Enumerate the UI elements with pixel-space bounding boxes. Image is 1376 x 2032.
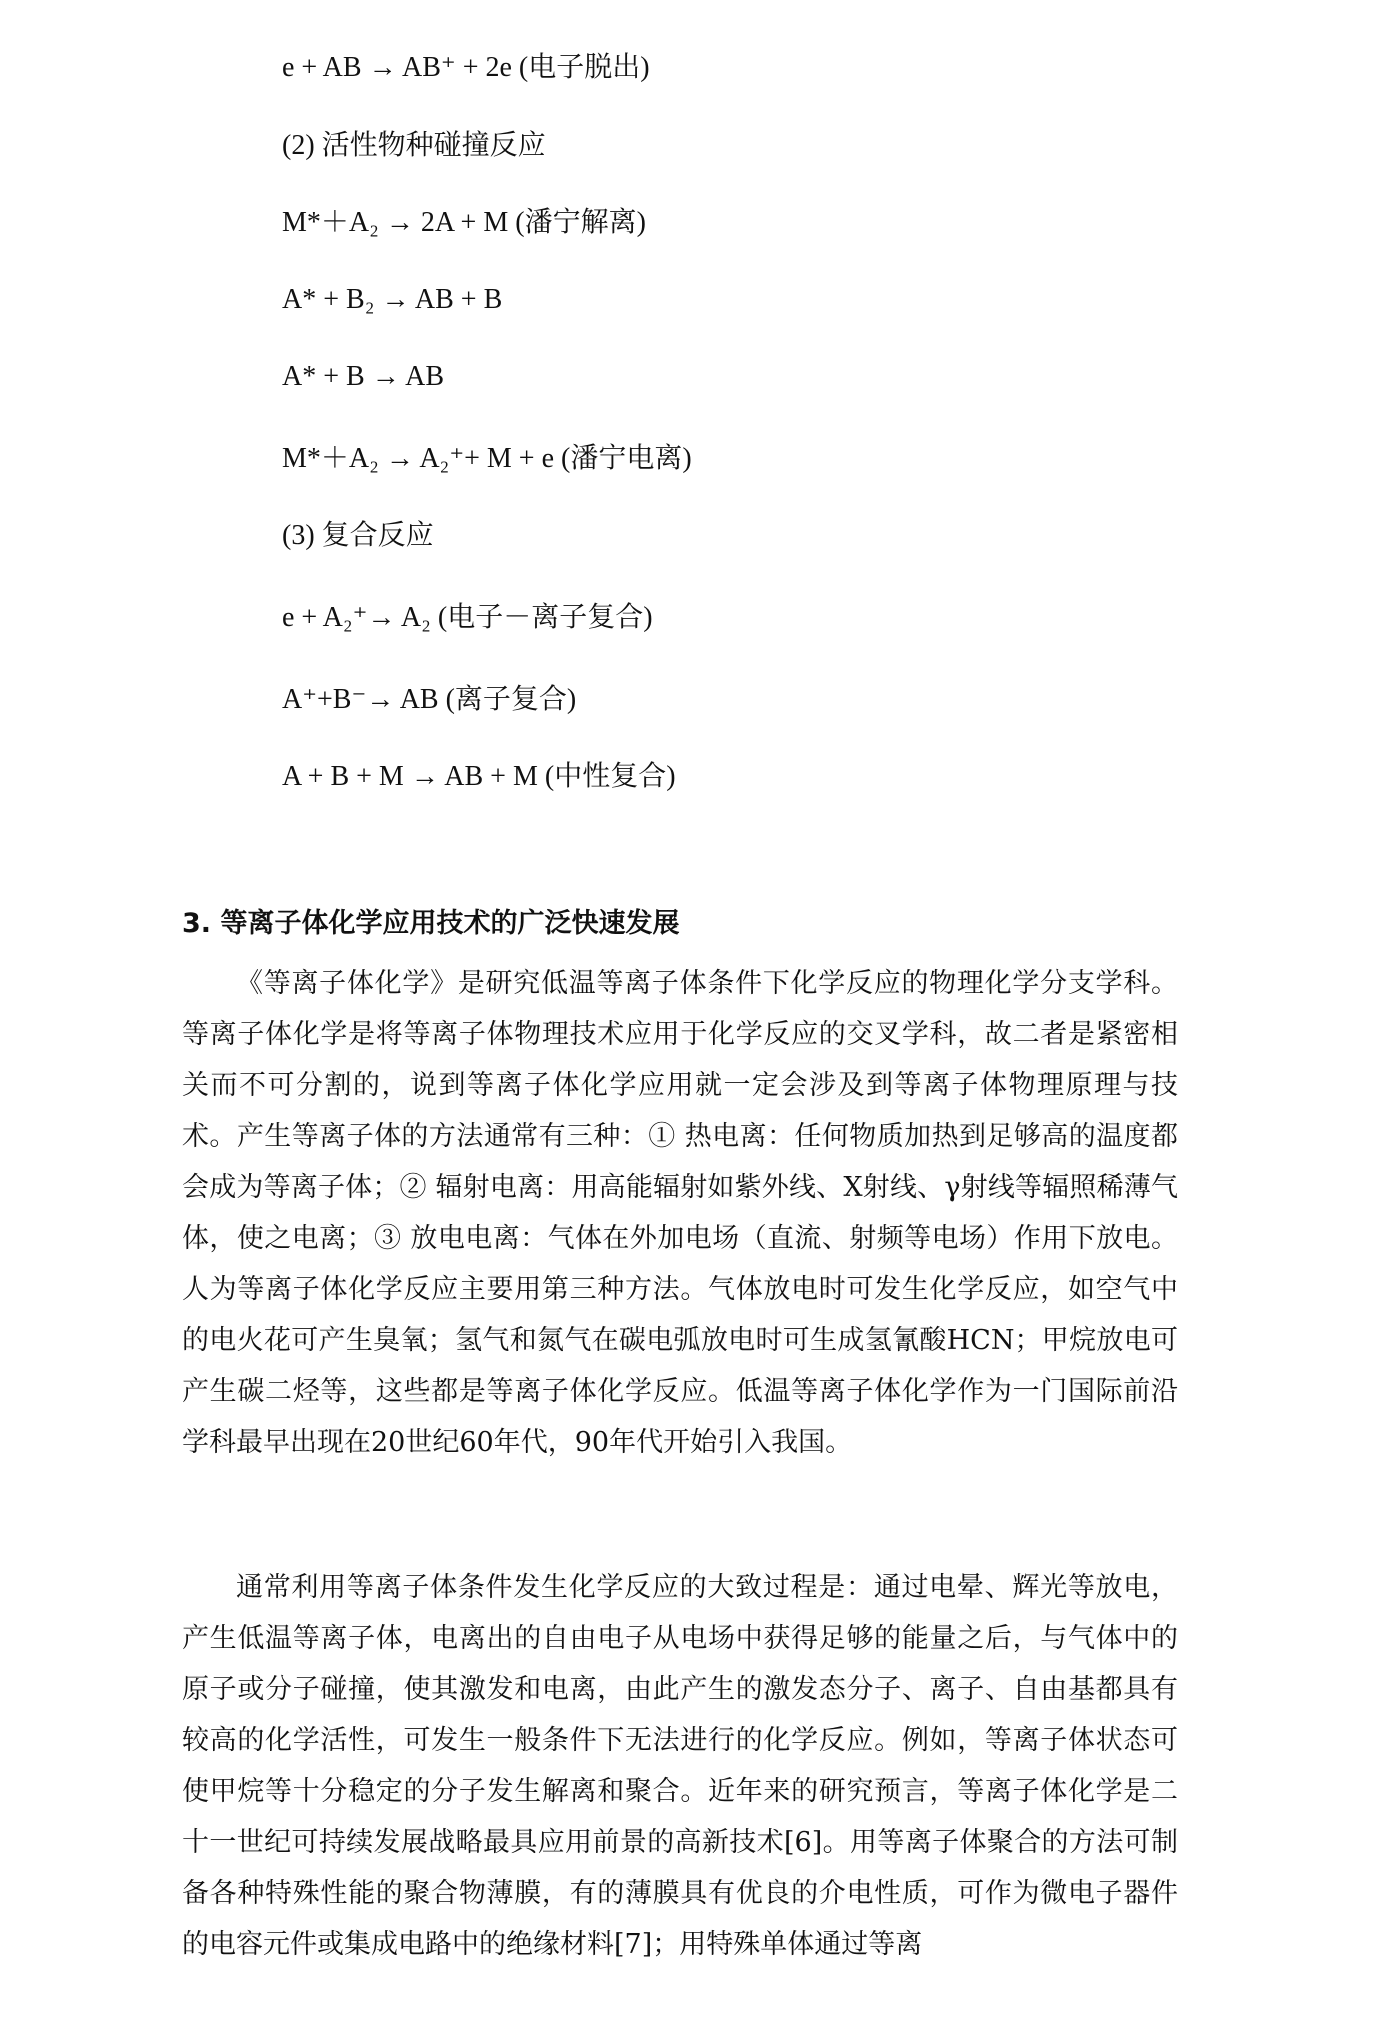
body-paragraph-2-text: 通常利用等离子体条件发生化学反应的大致过程是：通过电晕、辉光等放电，产生低温等离子体，电离出的自由电子从电场中获得足够的能量之后，与气体中的原子或分子碰撞，使其激发和电离，由此产生的激发态分子、离子、自由基都具有较高的化学活性，可发生一般条件下无法进行的化学反应。例如，等离子体状态可使甲烷等十分稳定的分子发生解离和聚合。近年来的研究预言，等离子体化学是二十一世纪可持续发展战略最具应用前景的高新技术[6]。用等离子体聚合的方法可制备各种特殊性能的聚合物薄膜，有的薄膜具有优良的介电性质，可作为微电子器件的电容元件或集成电路中的绝缘材料[7]；用特殊单体通过等离 (182, 1572, 1178, 1960)
section-heading: 3. 等离子体化学应用技术的广泛快速发展 (182, 908, 680, 939)
equation-ion-recombination: A⁺+B⁻→ AB (离子复合) (282, 684, 577, 715)
equation-electron-ion-recombination: e + A₂⁺→ A₂ (电子－离子复合) (282, 602, 653, 633)
subheading-recombination: (3) 复合反应 (282, 520, 434, 551)
equation-a-star-b: A* + B → AB (282, 361, 445, 392)
body-paragraph-2 (182, 1562, 1178, 1970)
equation-penning-ionization: M*＋A₂ → A₂⁺+ M + e (潘宁电离) (282, 443, 692, 474)
equation-penning-dissociation: M*＋A₂ → 2A + M (潘宁解离) (282, 207, 646, 238)
body-paragraph-1-text: 《等离子体化学》是研究低温等离子体条件下化学反应的物理化学分支学科。等离子体化学是将等离子体物理技术应用于化学反应的交叉学科，故二者是紧密相关而不可分割的，说到等离子体化学应用就一定会涉及到等离子体物理原理与技术。产生等离子体的方法通常有三种：① 热电离：任何物质加热到足够高的温度都会成为等离子体；② 辐射电离：用高能辐射如紫外线、X射线、γ射线等辐照稀薄气体，使之电离；③ 放电电离：气体在外加电场（直流、射频等电场）作用下放电。人为等离子体化学反应主要用第三种方法。气体放电时可发生化学反应，如空气中的电火花可产生臭氧；氢气和氮气在碳电弧放电时可生成氢氰酸HCN；甲烷放电可产生碳二烃等，这些都是等离子体化学反应。低温等离子体化学作为一门国际前沿学科最早出现在20世纪60年代，90年代开始引入我国。 (182, 968, 1178, 1458)
equation-electron-detachment: e + AB → AB⁺ + 2e (电子脱出) (282, 52, 650, 83)
equation-a-star-b2: A* + B₂ → AB + B (282, 284, 503, 315)
equation-neutral-recombination: A + B + M → AB + M (中性复合) (282, 761, 676, 792)
body-paragraph-1 (182, 958, 1178, 1468)
subheading-active-species-collision: (2) 活性物种碰撞反应 (282, 130, 546, 161)
